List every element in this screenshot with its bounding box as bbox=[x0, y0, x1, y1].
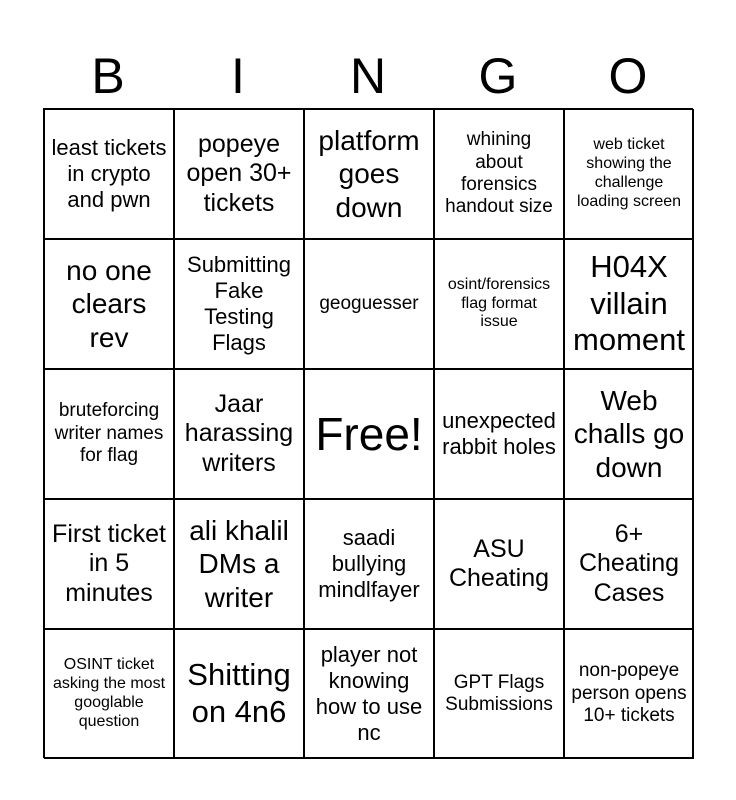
bingo-cell[interactable]: H04X villain moment bbox=[564, 239, 694, 369]
bingo-cell[interactable]: ASU Cheating bbox=[434, 499, 564, 629]
bingo-board bbox=[43, 108, 693, 758]
bingo-cell[interactable]: no one clears rev bbox=[44, 239, 174, 369]
header-letter-n: N bbox=[349, 48, 387, 104]
bingo-cell[interactable]: least tickets in crypto and pwn bbox=[44, 109, 174, 239]
bingo-cell[interactable]: bruteforcing writer names for flag bbox=[44, 369, 174, 499]
bingo-cell[interactable]: whining about forensics handout size bbox=[434, 109, 564, 239]
bingo-cell[interactable]: First ticket in 5 minutes bbox=[44, 499, 174, 629]
bingo-cell[interactable]: GPT Flags Submissions bbox=[434, 629, 564, 759]
bingo-header bbox=[43, 44, 693, 108]
bingo-cell[interactable]: saadi bullying mindlfayer bbox=[304, 499, 434, 629]
bingo-cell[interactable]: osint/forensics flag format issue bbox=[434, 239, 564, 369]
bingo-cell[interactable]: player not knowing how to use nc bbox=[304, 629, 434, 759]
bingo-cell[interactable]: Jaar harassing writers bbox=[174, 369, 304, 499]
bingo-cell[interactable]: ali khalil DMs a writer bbox=[174, 499, 304, 629]
header-letter-i: I bbox=[231, 48, 245, 104]
bingo-cell[interactable]: web ticket showing the challenge loading screen bbox=[564, 109, 694, 239]
bingo-cell[interactable]: non-popeye person opens 10+ tickets bbox=[564, 629, 694, 759]
bingo-cell[interactable]: OSINT ticket asking the most googlable question bbox=[44, 629, 174, 759]
bingo-cell[interactable]: Submitting Fake Testing Flags bbox=[174, 239, 304, 369]
bingo-cell[interactable]: platform goes down bbox=[304, 109, 434, 239]
bingo-cell[interactable]: Web challs go down bbox=[564, 369, 694, 499]
free-space-cell[interactable]: Free! bbox=[304, 369, 434, 499]
header-letter-o: O bbox=[608, 48, 648, 104]
bingo-cell[interactable]: popeye open 30+ tickets bbox=[174, 109, 304, 239]
bingo-cell[interactable]: unexpected rabbit holes bbox=[434, 369, 564, 499]
bingo-cell[interactable]: Shitting on 4n6 bbox=[174, 629, 304, 759]
bingo-cell[interactable]: 6+ Cheating Cases bbox=[564, 499, 694, 629]
header-letter-b: B bbox=[91, 48, 125, 104]
header-letter-g: G bbox=[478, 48, 518, 104]
bingo-cell[interactable]: geoguesser bbox=[304, 239, 434, 369]
